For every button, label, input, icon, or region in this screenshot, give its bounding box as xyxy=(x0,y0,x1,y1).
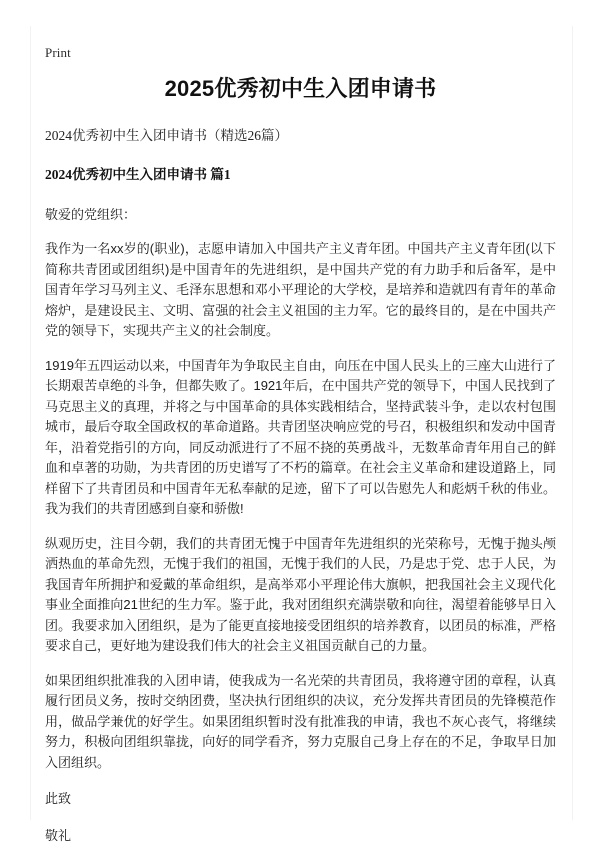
page-border-right xyxy=(572,26,573,820)
document-subtitle: 2024优秀初中生入团申请书（精选26篇） xyxy=(45,128,288,143)
closing-line-jingli: 敬礼 xyxy=(45,828,72,843)
print-label[interactable]: Print xyxy=(45,45,71,60)
page-border-left xyxy=(30,26,31,820)
body-paragraph: 如果团组织批准我的入团申请，使我成为一名光荣的共青团员，我将遵守团的章程，认真履行团员义务，按时交纳团费，坚决执行团组织的决议，充分发挥共青团员的先锋模范作用，做品学兼优的好学生。如果团组织暂时没有批准我的申请，我也不灰心丧气，将继续努力，积极向团组织靠拢，向好的同学看齐，努力克服自己身上存在的不足，争取早日加入团组织。 xyxy=(45,672,556,770)
document-body xyxy=(45,74,556,846)
closing-line-cizhi: 此致 xyxy=(45,791,72,806)
body-paragraph: 1919年五四运动以来，中国青年为争取民主自由，向压在中国人民头上的三座大山进行了长期艰苦卓绝的斗争，但都失败了。1921年后，在中国共产党的领导下，中国人民找到了马克思主义的真理，并将之与中国革命的具体实践相结合，坚持武装斗争，走以农村包围城市，最后夺取全国政权的革命道路。共青团坚决响应党的号召，积极组织和发动中国青年，沿着党指引的方向，同反动派进行了不屈不挠的英勇战斗，无数革命青年用自己的鲜血和卓著的功勋，为共青团的历史谱写了不朽的篇章。在社会主义革命和建设道路上，同样留下了共青团员和中国青年无私奉献的足迹，留下了可以告慰先人和彪炳千秋的伟业。我为我们的共青团感到自豪和骄傲! xyxy=(45,357,556,516)
document-title: 2025优秀初中生入团申请书 xyxy=(164,76,437,101)
salutation: 敬爱的党组织： xyxy=(45,207,137,222)
body-paragraph: 我作为一名xx岁的(职业)，志愿申请加入中国共产主义青年团。中国共产主义青年团(以下简称共青团或团组织)是中国青年的先进组织，是中国共产党的有力助手和后备军，是中国青年学习马列主义、毛泽东思想和邓小平理论的大学校，是培养和造就四有青年的革命熔炉，是建设民主、文明、富强的社会主义祖国的主力军。它的最终目的，是在中国共产党的领导下，实现共产主义的社会制度。 xyxy=(45,241,556,338)
document-section-heading: 2024优秀初中生入团申请书 篇1 xyxy=(45,167,231,182)
body-paragraph: 纵观历史，注目今朝，我们的共青团无愧于中国青年先进组织的光荣称号，无愧于抛头颅洒热血的革命先烈，无愧于我们的祖国，无愧于我们的人民，乃是忠于党、忠于人民，为我国青年所拥护和爱戴的革命组织，是高举邓小平理论伟大旗帜，把我国社会主义现代化事业全面推向21世纪的生力军。鉴于此，我对团组织充满崇敬和向往，渴望着能够早日入团。我要求加入团组织，是为了能更直接地接受团组织的培养教育，以团员的标准，严格要求自己，更好地为建设我们伟大的社会主义祖国贡献自己的力量。 xyxy=(45,535,556,653)
